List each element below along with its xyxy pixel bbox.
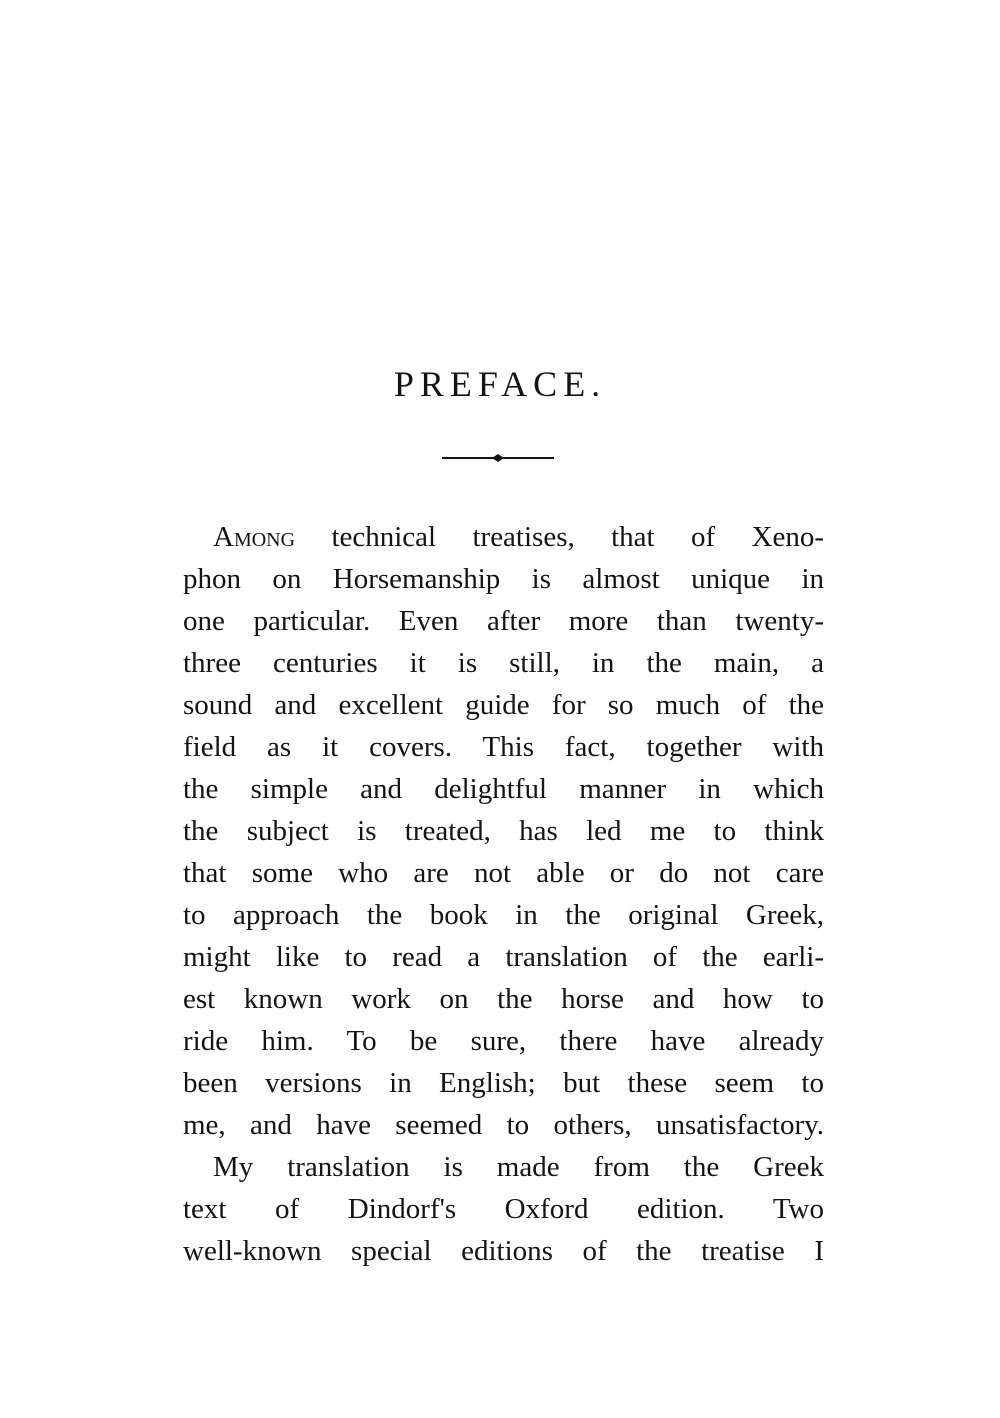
text-line: ride him. To be sure, there have already — [183, 1025, 824, 1057]
text-line: been versions in English; but these seem to — [183, 1067, 824, 1099]
text-line: Among technical treatises, that of Xeno- — [213, 521, 824, 553]
text-line: the simple and delightful manner in which — [183, 773, 824, 805]
ornamental-rule — [442, 450, 554, 466]
text-line: that some who are not able or do not care — [183, 857, 824, 889]
text-line: phon on Horsemanship is almost unique in — [183, 563, 824, 595]
text-line: est known work on the horse and how to — [183, 983, 824, 1015]
text-line: field as it covers. This fact, together with — [183, 731, 824, 763]
text-line: text of Dindorf's Oxford edition. Two — [183, 1193, 824, 1225]
text-line: to approach the book in the original Greek, — [183, 899, 824, 931]
text-line: one particular. Even after more than twenty- — [183, 605, 824, 637]
text-line: three centuries it is still, in the main, a — [183, 647, 824, 679]
text-line: might like to read a translation of the earli- — [183, 941, 824, 973]
text-line: sound and excellent guide for so much of the — [183, 689, 824, 721]
text-line: My translation is made from the Greek — [213, 1151, 824, 1183]
paragraph-lead-word: Among — [213, 521, 296, 553]
text-line: me, and have seemed to others, unsatisfactory. — [183, 1109, 824, 1141]
text-line: well-known special editions of the treatise I — [183, 1235, 824, 1267]
page-title: PREFACE. — [393, 364, 607, 404]
text-line: the subject is treated, has led me to think — [183, 815, 824, 847]
